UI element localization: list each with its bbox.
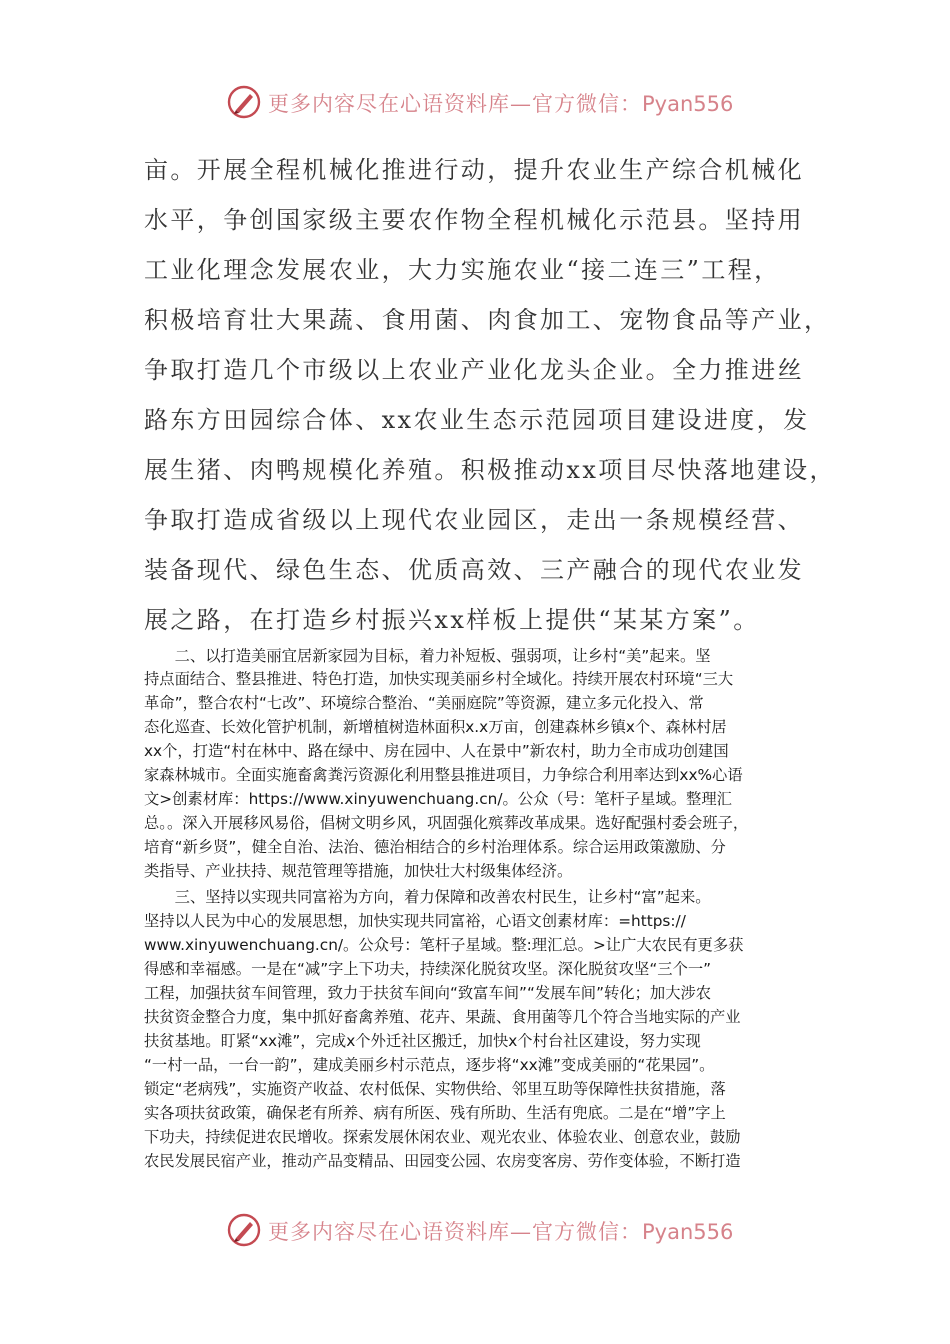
text-line: 展之路，在打造乡村振兴xx样板上提供“某某方案”。	[144, 606, 760, 634]
text-line: 培育“新乡贤”，健全自治、法治、德治相结合的乡村治理体系。综合运用政策激励、分	[144, 838, 726, 856]
text-line: “一村一品，一台一韵”，建成美丽乡村示范点，逐步将“xx滩”变成美丽的“花果园”。	[144, 1056, 715, 1074]
text-line: 总。。深入开展移风易俗，倡树文明乡风，巩固强化殡葬改革成果。选好配强村委会班子，	[144, 814, 749, 832]
watermark-text: 更多内容尽在心语资料库—官方微信：Pyan556	[268, 92, 734, 116]
text-line: 实各项扶贫政策，确保老有所养、病有所医、残有所助、生活有兜底。二是在“增”字上	[144, 1104, 726, 1122]
text-line: 持点面结合、整县推进、特色打造，加快实现美丽乡村全域化。持续开展农村环境“三大	[144, 670, 734, 688]
text-line: 类指导、产业扶持、规范管理等措施，加快壮大村级集体经济。	[144, 862, 573, 880]
text-line: 革命”，整合农村“七改”、环境综合整治、“美丽庭院”等资源，建立多元化投入、常	[144, 694, 704, 712]
text-line: 三、坚持以实现共同富裕为方向，着力保障和改善农村民生，让乡村“富”起来。	[144, 888, 711, 906]
text-line: 工程，加强扶贫车间管理，致力于扶贫车间向“致富车间”“发展车间”转化；加大涉农	[144, 984, 712, 1002]
text-line: 下功夫，持续促进农民增收。探索发展休闲农业、观光农业、体验农业、创意农业，鼓励	[144, 1128, 741, 1146]
text-line: 家森林城市。全面实施畜禽粪污资源化利用整县推进项目，力争综合利用率达到xx%心语	[144, 766, 743, 784]
text-line: 积极培育壮大果蔬、食用菌、肉食加工、宠物食品等产业，	[144, 306, 831, 334]
text-line: 扶贫资金整合力度，集中抓好畜禽养殖、花卉、果蔬、食用菌等几个符合当地实际的产业	[144, 1008, 741, 1026]
text-line: 农民发展民宿产业，推动产品变精品、田园变公园、农房变客房、劳作变体验，不断打造	[144, 1152, 741, 1170]
text-line: 水平，争创国家级主要农作物全程机械化示范县。坚持用	[144, 206, 804, 234]
wechat-id: Pyan556	[642, 92, 734, 116]
watermark-text: 更多内容尽在心语资料库—官方微信：Pyan556	[268, 1220, 734, 1244]
text-line: 展生猪、肉鸭规模化养殖。积极推动xx项目尽快落地建设，	[144, 456, 836, 484]
text-line: 扶贫基地。盯紧“xx滩”，完成x个外迁社区搬迁，加快x个村台社区建设，努力实现	[144, 1032, 701, 1050]
text-line: 二、以打造美丽宜居新家园为目标，着力补短板、强弱项，让乡村“美”起来。坚	[144, 647, 711, 665]
text-line: 得感和幸福感。一是在“减”字上下功夫，持续深化脱贫攻坚。深化脱贫攻坚“三个一”	[144, 960, 712, 978]
footer-watermark-banner	[0, 1210, 950, 1250]
text-line: 路东方田园综合体、xx农业生态示范园项目建设进度，发	[144, 406, 810, 434]
text-line: 装备现代、绿色生态、优质高效、三产融合的现代农业发	[144, 556, 804, 584]
text-line: 坚持以人民为中心的发展思想，加快实现共同富裕，心语文创素材库：=https://	[144, 912, 686, 930]
text-line: 争取打造成省级以上现代农业园区，走出一条规模经营、	[144, 506, 804, 534]
text-line: www.xinyuwenchuang.cn/。公众号：笔杆子星域。整:理汇总。>让广大农民有更多获	[144, 936, 744, 954]
text-line: 工业化理念发展农业，大力实施农业“接二连三”工程，	[144, 256, 781, 284]
pen-logo-icon	[226, 1212, 262, 1248]
header-watermark-banner	[0, 82, 950, 122]
text-line: 锁定“老病残”，实施资产收益、农村低保、实物供给、邻里互助等保障性扶贫措施，落	[144, 1080, 726, 1098]
pen-logo-icon	[226, 84, 262, 120]
text-line: 态化巡查、长效化管护机制，新增植树造林面积x.x万亩，创建森林乡镇x个、森林村居	[144, 718, 727, 736]
text-line: 文>创素材库：https://www.xinyuwenchuang.cn/。公众（号：笔杆子星域。整理汇	[144, 790, 732, 808]
text-line: xx个，打造“村在林中、路在绿中、房在园中、人在景中”新农村，助力全市成功创建国	[144, 742, 729, 760]
wechat-id: Pyan556	[642, 1220, 734, 1244]
text-line: 争取打造几个市级以上农业产业化龙头企业。全力推进丝	[144, 356, 804, 384]
text-line: 亩。开展全程机械化推进行动，提升农业生产综合机械化	[144, 156, 804, 184]
